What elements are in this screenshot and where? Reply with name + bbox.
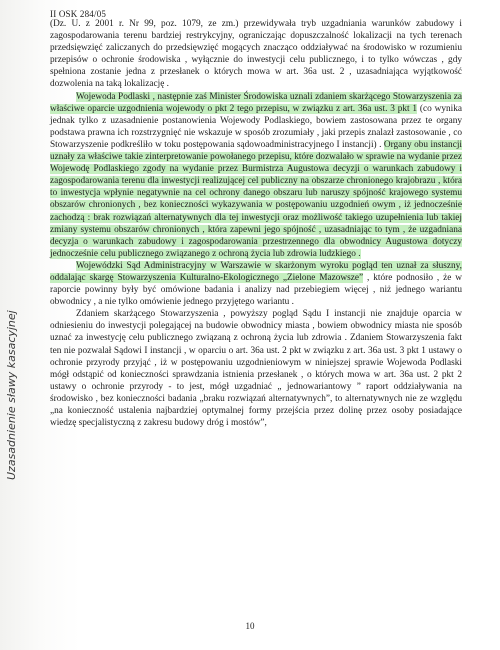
case-number: II OSK 284/05 [50, 9, 107, 19]
text-run: (co wynika jednak tylko z uzasadnienie postanowienia Wojewody Podlaskiego, bowiem zastosowana przez te organy podstawa prawna ich rozstrzygnięć nie wskazuje w sposób zrozumiały , jaki przepis znalazł zastosowanie , co Stowarzyszenie podkreśliło w toku postępowania sądowoadministracyjnego I instancji) . [50, 103, 463, 150]
text-run: , które podnosiło , że w raporcie powinny były być omówione badania i analizy nad przebiegiem więcej , niż jednego wariantu obwodnicy , a nie tylko omówienie jednego przyjętego wariantu . [50, 272, 462, 308]
paragraph [50, 260, 462, 308]
text-run: (Dz. U. z 2001 r. Nr 99, poz. 1079, ze zm.) przewidywała tryb uzgadniania warunków zabudowy i zagospodarowania terenu bardziej restrykcyjny, ograniczając dopuszczalność lokalizacji na tych terenach przedsięwzięć zaliczanych do przedsięwzięć mogących znacząco oddziaływać na środowisko w rozumieniu przepisów o ochronie środowiska , wyłącznie do inwestycji celu publicznego, i to tylko wówczas , gdy spełniona zostanie jedna z przesłanek o których mowa w art. 36a ust. 2 , uzasadniająca wyjątkowość dozwolenia na taką lokalizację . [50, 19, 462, 90]
highlighted-text: Wojewoda Podlaski , następnie zaś Minister Środowiska uznali zdaniem skarżącego Stowarzyszenia za właściwe oparcie uzgodnienia wojewody o pkt 2 tego przepisu, w związku z art. 36a ust. 3 pkt 1 [50, 91, 462, 114]
text-run: Zdaniem skarżącego Stowarzyszenia , powyższy pogląd Sądu I instancji nie znajduje oparcia w odniesieniu do inwestycji polegającej na budowie obwodnicy miasta , bowiem obwodnicy miasta nie sposób uznać za inwestycję celu publicznego związaną z ochroną życia lub zdrowia . Zdaniem Stowarzyszenia fakt ten nie pozwalał Sądowi I instancji , w oparciu o art. 36a ust. 2 pkt w związku z art. 36a ust. 3 pkt 1 ustawy o ochronie przyrody przyjąć , iż w postępowaniu uzgodnieniowym w niniejszej sprawie Wojewoda Podlaski mógł odstąpić od konieczności sprawdzania istnienia przesłanek , o których mowa w art. 36a ust. 2 pkt 2 ustawy o ochronie przyrody - to jest, mógł uzgadniać „ jednowariantowy ” raport oddziaływania na środowisko , bez konieczności badania „braku rozwiązań alternatywnych”, to alternatywnych nie ze względu „na konieczność ustalenia najbardziej optymalnej formy przejścia przez dolinę przez osoby posiadające wiedzę specjalistyczną z zakresu budowy dróg i mostów”, [50, 309, 462, 429]
paragraph [50, 91, 462, 260]
document-body [50, 18, 462, 429]
page-number: 10 [245, 621, 255, 631]
highlighted-text: Organy obu instancji uznały za właściwe takie zinterpretowanie powołanego przepisu, które dozwalało w sprawie na wydanie przez Wojewodę Podlaskiego zgody na wydanie przez Burmistrza Augustowa decyzji o warunkach zabudowy i zagospodarowania terenu dla inwestycji realizującej cel publiczny na obszarze chronionego krajobrazu , która to inwestycja wpłynie negatywnie na cel ochrony danego obszaru lub naruszy spójność krajowego systemu obszarów chronionych , bez konieczności wykazywania w postępowaniu uzgodnień owym , iż jednocześnie zachodzą : brak rozwiązań alternatywnych dla tej inwestycji oraz możliwość takiego uzupełnienia lub takiej zmiany systemu obszarów chronionych , która zapewni jego spójność , uzasadniając to tym , że uzgadniana decyzja o warunkach zabudowy i zagospodarowania przestrzennego dla obwodnicy Augustowa dotyczy jednocześnie celu publicznego związanego z ochroną życia lub zdrowia ludzkiego . [50, 139, 462, 259]
paragraph [50, 18, 462, 91]
highlighted-text: Wojewódzki Sąd Administracyjny w Warszawie w skarżonym wyroku pogląd ten uznał za słuszny, oddalając skargę Stowarzyszenia Kulturalno-Ekologicznego „Zielone Mazowsze” [50, 260, 462, 283]
handwritten-margin-note: Uzasadnienie sławy kasacyjnej [5, 310, 18, 480]
paragraph [50, 308, 462, 429]
